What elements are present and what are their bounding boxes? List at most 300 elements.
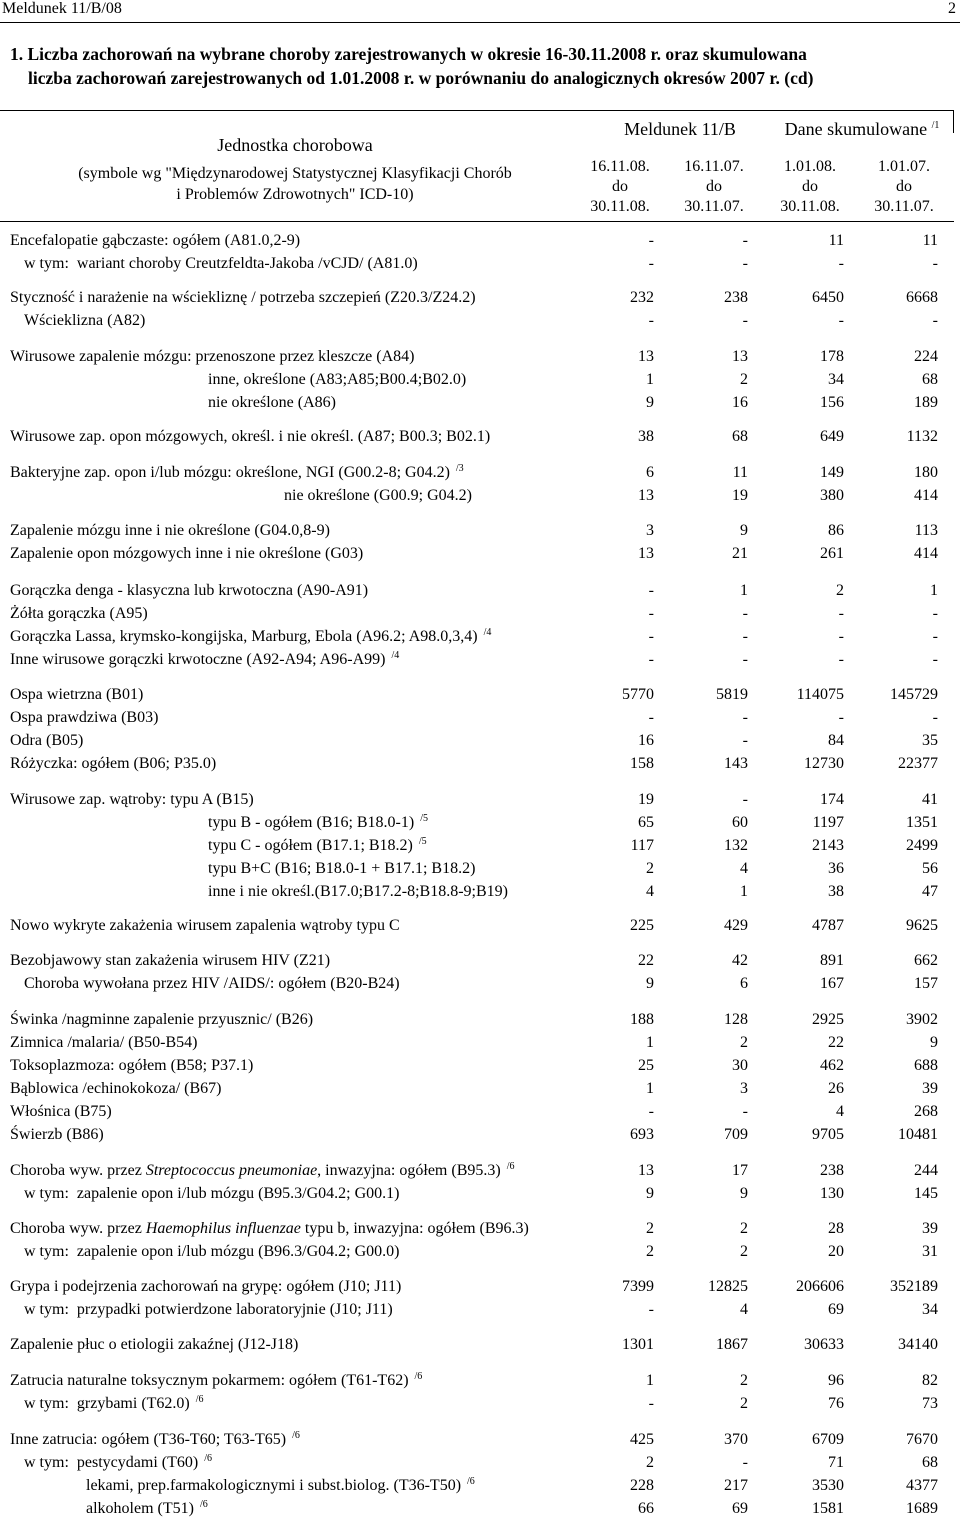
- value-cell: 1867: [716, 1336, 748, 1353]
- footnote-marker: /6: [467, 1475, 475, 1487]
- value-cell: 1: [646, 1080, 654, 1097]
- value-cell: 34140: [898, 1336, 938, 1353]
- value-cell: 1581: [812, 1500, 844, 1517]
- value-cell: -: [648, 582, 654, 599]
- column-header-1: [575, 157, 665, 217]
- value-cell: 9: [646, 1185, 654, 1202]
- row-label-text: Wścieklizna (A82): [24, 312, 146, 329]
- report-id: Meldunek 11/B/08: [2, 0, 122, 17]
- unit-subtitle-line-2: i Problemów Zdrowotnych" ICD-10): [176, 186, 414, 203]
- row-label: [24, 1182, 400, 1205]
- footnote-marker: /5: [420, 812, 428, 824]
- value-cell: 35: [922, 732, 938, 749]
- value-cell: 36: [828, 860, 844, 877]
- value-cell: 22377: [898, 755, 938, 772]
- row-label: [10, 1100, 112, 1123]
- row-label-text: nie określone (G00.9; G04.2): [284, 487, 472, 504]
- row-label: [10, 914, 400, 937]
- value-cell: 232: [630, 289, 654, 306]
- value-cell: 2499: [906, 837, 938, 854]
- footnote-marker: /3: [455, 462, 464, 474]
- table-row: [0, 949, 954, 972]
- row-label: [10, 706, 158, 729]
- value-cell: 47: [922, 883, 938, 900]
- value-cell: -: [838, 709, 844, 726]
- value-cell: 662: [914, 952, 938, 969]
- table-header: [0, 110, 954, 222]
- value-cell: 9: [930, 1034, 938, 1051]
- value-cell: 7670: [906, 1431, 938, 1448]
- value-cell: 1197: [812, 814, 844, 831]
- value-cell: 688: [914, 1057, 938, 1074]
- table-row: [0, 1474, 954, 1497]
- row-label: [10, 949, 330, 972]
- row-label-text: Włośnica (B75): [10, 1103, 112, 1120]
- value-cell: -: [648, 1395, 654, 1412]
- value-cell: 7399: [622, 1278, 654, 1295]
- value-cell: 261: [820, 545, 844, 562]
- value-cell: 4787: [812, 917, 844, 934]
- value-cell: -: [932, 605, 938, 622]
- row-label-text: w tym: wariant choroby Creutzfeldta-Jakoba /vCJD/ (A81.0): [24, 255, 418, 272]
- footnote-marker: /1: [931, 120, 940, 131]
- row-label-text: typu B+C (B16; B18.0-1 + B17.1; B18.2): [208, 860, 476, 877]
- table-body: [0, 222, 960, 1528]
- value-cell: 68: [732, 428, 748, 445]
- row-label-text: w tym: grzybami (T62.0): [24, 1395, 190, 1412]
- row-label: [10, 683, 143, 706]
- value-cell: 117: [630, 837, 654, 854]
- table-row: [0, 1054, 954, 1077]
- row-label: [10, 788, 254, 811]
- row-label: [10, 625, 491, 648]
- column-2-end: 30.11.07.: [684, 198, 744, 215]
- row-label-text: Bąblowica /echinokokoza/ (B67): [10, 1080, 222, 1097]
- column-2-start: 16.11.07.: [684, 158, 744, 175]
- value-cell: 414: [914, 487, 938, 504]
- value-cell: 1: [646, 1034, 654, 1051]
- value-cell: 22: [828, 1034, 844, 1051]
- value-cell: 149: [820, 464, 844, 481]
- row-label-text: Wirusowe zap. opon mózgowych, określ. i nie określ. (A87; B00.3; B02.1): [10, 428, 491, 445]
- row-label-text: Choroba wyw. przez: [10, 1220, 146, 1237]
- value-cell: -: [932, 709, 938, 726]
- row-label: [10, 345, 415, 368]
- footnote-marker: /6: [414, 1370, 423, 1382]
- row-label-text: Zapalenie mózgu inne i nie określone (G04.0,8-9): [10, 522, 330, 539]
- value-cell: -: [648, 1103, 654, 1120]
- value-cell: 84: [828, 732, 844, 749]
- value-cell: 19: [732, 487, 748, 504]
- row-label: [208, 391, 336, 414]
- value-cell: 224: [914, 348, 938, 365]
- value-cell: 206606: [796, 1278, 844, 1295]
- value-cell: 4: [740, 1301, 748, 1318]
- value-cell: 167: [820, 975, 844, 992]
- value-cell: 69: [828, 1301, 844, 1318]
- value-cell: 56: [922, 860, 938, 877]
- row-label: [10, 229, 300, 252]
- value-cell: 19: [638, 791, 654, 808]
- value-cell: 238: [724, 289, 748, 306]
- value-cell: -: [742, 791, 748, 808]
- value-cell: 11: [732, 464, 748, 481]
- value-cell: 9: [646, 975, 654, 992]
- value-cell: 693: [630, 1126, 654, 1143]
- row-label: [24, 309, 145, 332]
- row-label-text: Grypa i podejrzenia zachorowań na grypę: ogółem (J10; J11): [10, 1278, 402, 1295]
- value-cell: -: [838, 628, 844, 645]
- row-label-text: Zimnica /malaria/ (B50-B54): [10, 1034, 198, 1051]
- value-cell: -: [932, 651, 938, 668]
- value-cell: 68: [922, 1454, 938, 1471]
- value-cell: 1132: [906, 428, 938, 445]
- table-row: [0, 1333, 954, 1356]
- row-label-text: Bakteryjne zap. opon i/lub mózgu: określone, NGI (G00.2-8; G04.2): [10, 464, 450, 481]
- value-cell: 6: [740, 975, 748, 992]
- table-row: [0, 1369, 954, 1392]
- value-cell: 69: [732, 1500, 748, 1517]
- value-cell: 891: [820, 952, 844, 969]
- value-cell: 3: [740, 1080, 748, 1097]
- value-cell: 6450: [812, 289, 844, 306]
- column-4-do: do: [896, 178, 912, 195]
- value-cell: 86: [828, 522, 844, 539]
- table-row: [0, 729, 954, 752]
- value-cell: 17: [732, 1162, 748, 1179]
- row-label-text: typu C - ogółem (B17.1; B18.2): [208, 837, 413, 854]
- footnote-marker: /6: [204, 1452, 212, 1464]
- row-label-text: Gorączka denga - klasyczna lub krwotoczna (A90-A91): [10, 582, 369, 599]
- value-cell: 113: [914, 522, 938, 539]
- value-cell: 39: [922, 1080, 938, 1097]
- value-cell: 4: [740, 860, 748, 877]
- table-row: [0, 1008, 954, 1031]
- value-cell: 11: [922, 232, 938, 249]
- header-divider: [953, 111, 954, 133]
- value-cell: 217: [724, 1477, 748, 1494]
- row-label: [24, 1240, 400, 1263]
- row-label: [10, 1054, 253, 1077]
- value-cell: 429: [724, 917, 748, 934]
- table-row: [0, 1428, 954, 1451]
- row-label: [10, 1275, 401, 1298]
- row-label: [10, 752, 216, 775]
- value-cell: -: [648, 651, 654, 668]
- table-row: [0, 648, 954, 671]
- value-cell: 13: [638, 487, 654, 504]
- value-cell: 2: [646, 1243, 654, 1260]
- row-label-text: Odra (B05): [10, 732, 84, 749]
- row-label-text: Zatrucia naturalne toksycznym pokarmem: ogółem (T61-T62): [10, 1372, 409, 1389]
- value-cell: 13: [638, 348, 654, 365]
- row-label: [208, 368, 466, 391]
- value-cell: 225: [630, 917, 654, 934]
- table-row: [0, 519, 954, 542]
- value-cell: 65: [638, 814, 654, 831]
- value-cell: -: [742, 255, 748, 272]
- row-label: [24, 972, 400, 995]
- value-cell: -: [932, 255, 938, 272]
- row-label-text: Inne wirusowe gorączki krwotoczne (A92-A94; A96-A99): [10, 651, 386, 668]
- value-cell: 145: [914, 1185, 938, 1202]
- footnote-marker: /6: [292, 1429, 300, 1441]
- row-label: [10, 1217, 529, 1240]
- value-cell: 180: [914, 464, 938, 481]
- row-label-text: Ospa wietrzna (B01): [10, 686, 144, 703]
- value-cell: -: [648, 255, 654, 272]
- row-label: [208, 811, 428, 834]
- row-label: [10, 1008, 313, 1031]
- column-header-2: [669, 157, 759, 217]
- value-cell: 2: [740, 1395, 748, 1412]
- title-line-2: liczba zachorowań zarejestrowanych od 1.01.2008 r. w porównaniu do analogicznych okresów 2007 r. (cd): [28, 68, 814, 88]
- value-cell: -: [742, 605, 748, 622]
- row-label-text: typu B - ogółem (B16; B18.0-1): [208, 814, 415, 831]
- document-title: [10, 42, 950, 90]
- value-cell: 26: [828, 1080, 844, 1097]
- row-label-text: Styczność i narażenie na wściekliznę / potrzeba szczepień (Z20.3/Z24.2): [10, 289, 476, 306]
- value-cell: 38: [828, 883, 844, 900]
- value-cell: 16: [732, 394, 748, 411]
- table-row: [0, 788, 954, 811]
- value-cell: 174: [820, 791, 844, 808]
- value-cell: 39: [922, 1220, 938, 1237]
- row-label: [10, 648, 399, 671]
- row-label-text: Gorączka Lassa, krymsko-kongijska, Marburg, Ebola (A96.2; A98.0,3,4): [10, 628, 478, 645]
- value-cell: 1689: [906, 1500, 938, 1517]
- value-cell: -: [838, 312, 844, 329]
- table-row: [0, 1298, 954, 1321]
- value-cell: 6709: [812, 1431, 844, 1448]
- value-cell: 158: [630, 755, 654, 772]
- row-label-text: w tym: pestycydami (T60): [24, 1454, 199, 1471]
- table-row: [0, 857, 954, 880]
- row-label: [10, 425, 490, 448]
- value-cell: -: [648, 232, 654, 249]
- value-cell: 1351: [906, 814, 938, 831]
- value-cell: 649: [820, 428, 844, 445]
- footnote-marker: /4: [391, 649, 400, 661]
- row-label: [10, 1333, 298, 1356]
- column-3-end: 30.11.08.: [780, 198, 840, 215]
- value-cell: 76: [828, 1395, 844, 1412]
- value-cell: 10481: [898, 1126, 938, 1143]
- value-cell: 4: [836, 1103, 844, 1120]
- value-cell: 31: [922, 1243, 938, 1260]
- value-cell: -: [838, 605, 844, 622]
- value-cell: 2: [740, 371, 748, 388]
- value-cell: 34: [828, 371, 844, 388]
- value-cell: 71: [828, 1454, 844, 1471]
- row-label: [10, 729, 83, 752]
- row-label-text: Ospa prawdziwa (B03): [10, 709, 159, 726]
- value-cell: 11: [828, 232, 844, 249]
- row-label-text: inne, określone (A83;A85;B00.4;B02.0): [208, 371, 467, 388]
- row-label: [10, 602, 148, 625]
- row-label: [10, 519, 330, 542]
- table-row: [0, 834, 954, 857]
- row-label: [10, 1123, 104, 1146]
- table-row: [0, 625, 954, 648]
- table-row: [0, 914, 954, 937]
- value-cell: 13: [638, 545, 654, 562]
- value-cell: 1: [740, 582, 748, 599]
- value-cell: 114075: [796, 686, 844, 703]
- row-label: [10, 1159, 514, 1182]
- footnote-marker: /5: [418, 835, 427, 847]
- value-cell: 2: [740, 1220, 748, 1237]
- row-label-text: , inwazyjna: ogółem (B95.3): [317, 1162, 501, 1179]
- value-cell: 2: [646, 860, 654, 877]
- row-label-text: alkoholem (T51): [86, 1500, 194, 1517]
- table-row: [0, 1497, 954, 1520]
- table-row: [0, 1240, 954, 1263]
- value-cell: 1: [930, 582, 938, 599]
- row-label-text: Zapalenie płuc o etiologii zakaźnej (J12-J18): [10, 1336, 299, 1353]
- row-label: [86, 1474, 475, 1497]
- table-row: [0, 229, 954, 252]
- value-cell: 3530: [812, 1477, 844, 1494]
- value-cell: 68: [922, 371, 938, 388]
- unit-column-subtitle: [0, 163, 590, 205]
- column-4-end: 30.11.07.: [874, 198, 934, 215]
- value-cell: 380: [820, 487, 844, 504]
- value-cell: 352189: [890, 1278, 938, 1295]
- table-row: [0, 542, 954, 565]
- value-cell: 156: [820, 394, 844, 411]
- value-cell: 12730: [804, 755, 844, 772]
- table-row: [0, 391, 954, 414]
- value-cell: 9: [646, 394, 654, 411]
- value-cell: 30633: [804, 1336, 844, 1353]
- value-cell: 1: [740, 883, 748, 900]
- row-label: [208, 857, 475, 880]
- table-row: [0, 1123, 954, 1146]
- value-cell: 1: [646, 371, 654, 388]
- table-row: [0, 752, 954, 775]
- value-cell: 73: [922, 1395, 938, 1412]
- value-cell: 1301: [622, 1336, 654, 1353]
- row-label-text: Inne zatrucia: ogółem (T36-T60; T63-T65): [10, 1431, 287, 1448]
- value-cell: 157: [914, 975, 938, 992]
- group-header-cumulative: [770, 119, 954, 140]
- table-row: [0, 972, 954, 995]
- table-row: [0, 309, 954, 332]
- value-cell: 2: [740, 1243, 748, 1260]
- value-cell: 82: [922, 1372, 938, 1389]
- row-label-text: Encefalopatie gąbczaste: ogółem (A81.0,2-9): [10, 232, 301, 249]
- value-cell: -: [648, 628, 654, 645]
- footnote-marker: /4: [483, 626, 492, 638]
- row-label-text: lekami, prep.farmakologicznymi i subst.biolog. (T36-T50): [86, 1477, 462, 1494]
- value-cell: 462: [820, 1057, 844, 1074]
- value-cell: 30: [732, 1057, 748, 1074]
- value-cell: -: [932, 312, 938, 329]
- value-cell: 2: [740, 1034, 748, 1051]
- value-cell: 66: [638, 1500, 654, 1517]
- value-cell: 60: [732, 814, 748, 831]
- table-row: [0, 1392, 954, 1415]
- unit-column-title: Jednostka chorobowa: [217, 135, 373, 155]
- value-cell: 5819: [716, 686, 748, 703]
- value-cell: -: [742, 1103, 748, 1120]
- row-label-text: Choroba wywołana przez HIV /AIDS/: ogółem (B20-B24): [24, 975, 400, 992]
- column-header-3: [765, 157, 855, 217]
- row-label-text: w tym: zapalenie opon i/lub mózgu (B96.3/G04.2; G00.0): [24, 1243, 400, 1260]
- value-cell: -: [648, 709, 654, 726]
- value-cell: 13: [732, 348, 748, 365]
- column-3-start: 1.01.08.: [784, 158, 836, 175]
- value-cell: -: [742, 709, 748, 726]
- row-label: [208, 834, 427, 857]
- row-label: [10, 579, 368, 602]
- value-cell: 9625: [906, 917, 938, 934]
- value-cell: 3902: [906, 1011, 938, 1028]
- value-cell: 16: [638, 732, 654, 749]
- table-row: [0, 286, 954, 309]
- row-label-text: Świerzb (B86): [10, 1126, 104, 1143]
- title-line-1: 1. Liczba zachorowań na wybrane choroby zarejestrowanych w okresie 16-30.11.2008 r. oraz skumulowana: [10, 44, 807, 64]
- row-label-text: Żółta gorączka (A95): [10, 605, 148, 622]
- row-label: [24, 1451, 212, 1474]
- row-label-organism: Haemophilus influenzae: [145, 1220, 301, 1237]
- value-cell: 130: [820, 1185, 844, 1202]
- footnote-marker: /6: [506, 1160, 515, 1172]
- value-cell: 2143: [812, 837, 844, 854]
- value-cell: -: [838, 651, 844, 668]
- row-label: [86, 1497, 208, 1520]
- row-label: [10, 1369, 422, 1392]
- row-label-text: Nowo wykryte zakażenia wirusem zapalenia wątroby typu C: [10, 917, 400, 934]
- table-row: [0, 1217, 954, 1240]
- row-label-text: nie określone (A86): [208, 394, 336, 411]
- value-cell: 238: [820, 1162, 844, 1179]
- value-cell: -: [648, 312, 654, 329]
- table-row: [0, 1451, 954, 1474]
- value-cell: 244: [914, 1162, 938, 1179]
- value-cell: -: [742, 628, 748, 645]
- value-cell: -: [932, 628, 938, 645]
- value-cell: 22: [638, 952, 654, 969]
- row-label: [208, 880, 508, 903]
- footnote-marker: /6: [199, 1498, 208, 1510]
- row-label-text: typu b, inwazyjna: ogółem (B96.3): [300, 1220, 529, 1237]
- column-header-4: [859, 157, 949, 217]
- table-row: [0, 368, 954, 391]
- value-cell: 268: [914, 1103, 938, 1120]
- row-label: [10, 1031, 198, 1054]
- table-row: [0, 683, 954, 706]
- value-cell: 709: [724, 1126, 748, 1143]
- column-1-start: 16.11.08.: [590, 158, 650, 175]
- value-cell: 42: [732, 952, 748, 969]
- unit-subtitle-line-1: (symbole wg "Międzynarodowej Statystycznej Klasyfikacji Chorób: [78, 165, 512, 182]
- value-cell: 228: [630, 1477, 654, 1494]
- value-cell: 5770: [622, 686, 654, 703]
- row-label: [10, 1077, 222, 1100]
- table-row: [0, 461, 954, 484]
- value-cell: 2: [836, 582, 844, 599]
- value-cell: -: [742, 1454, 748, 1471]
- row-label-text: inne i nie określ.(B17.0;B17.2-8;B18.8-9;B19): [208, 883, 508, 900]
- value-cell: 4377: [906, 1477, 938, 1494]
- value-cell: -: [742, 232, 748, 249]
- row-label-text: Wirusowe zap. wątroby: typu A (B15): [10, 791, 254, 808]
- footnote-marker: /6: [195, 1393, 204, 1405]
- column-4-start: 1.01.07.: [878, 158, 930, 175]
- row-label: [10, 542, 363, 565]
